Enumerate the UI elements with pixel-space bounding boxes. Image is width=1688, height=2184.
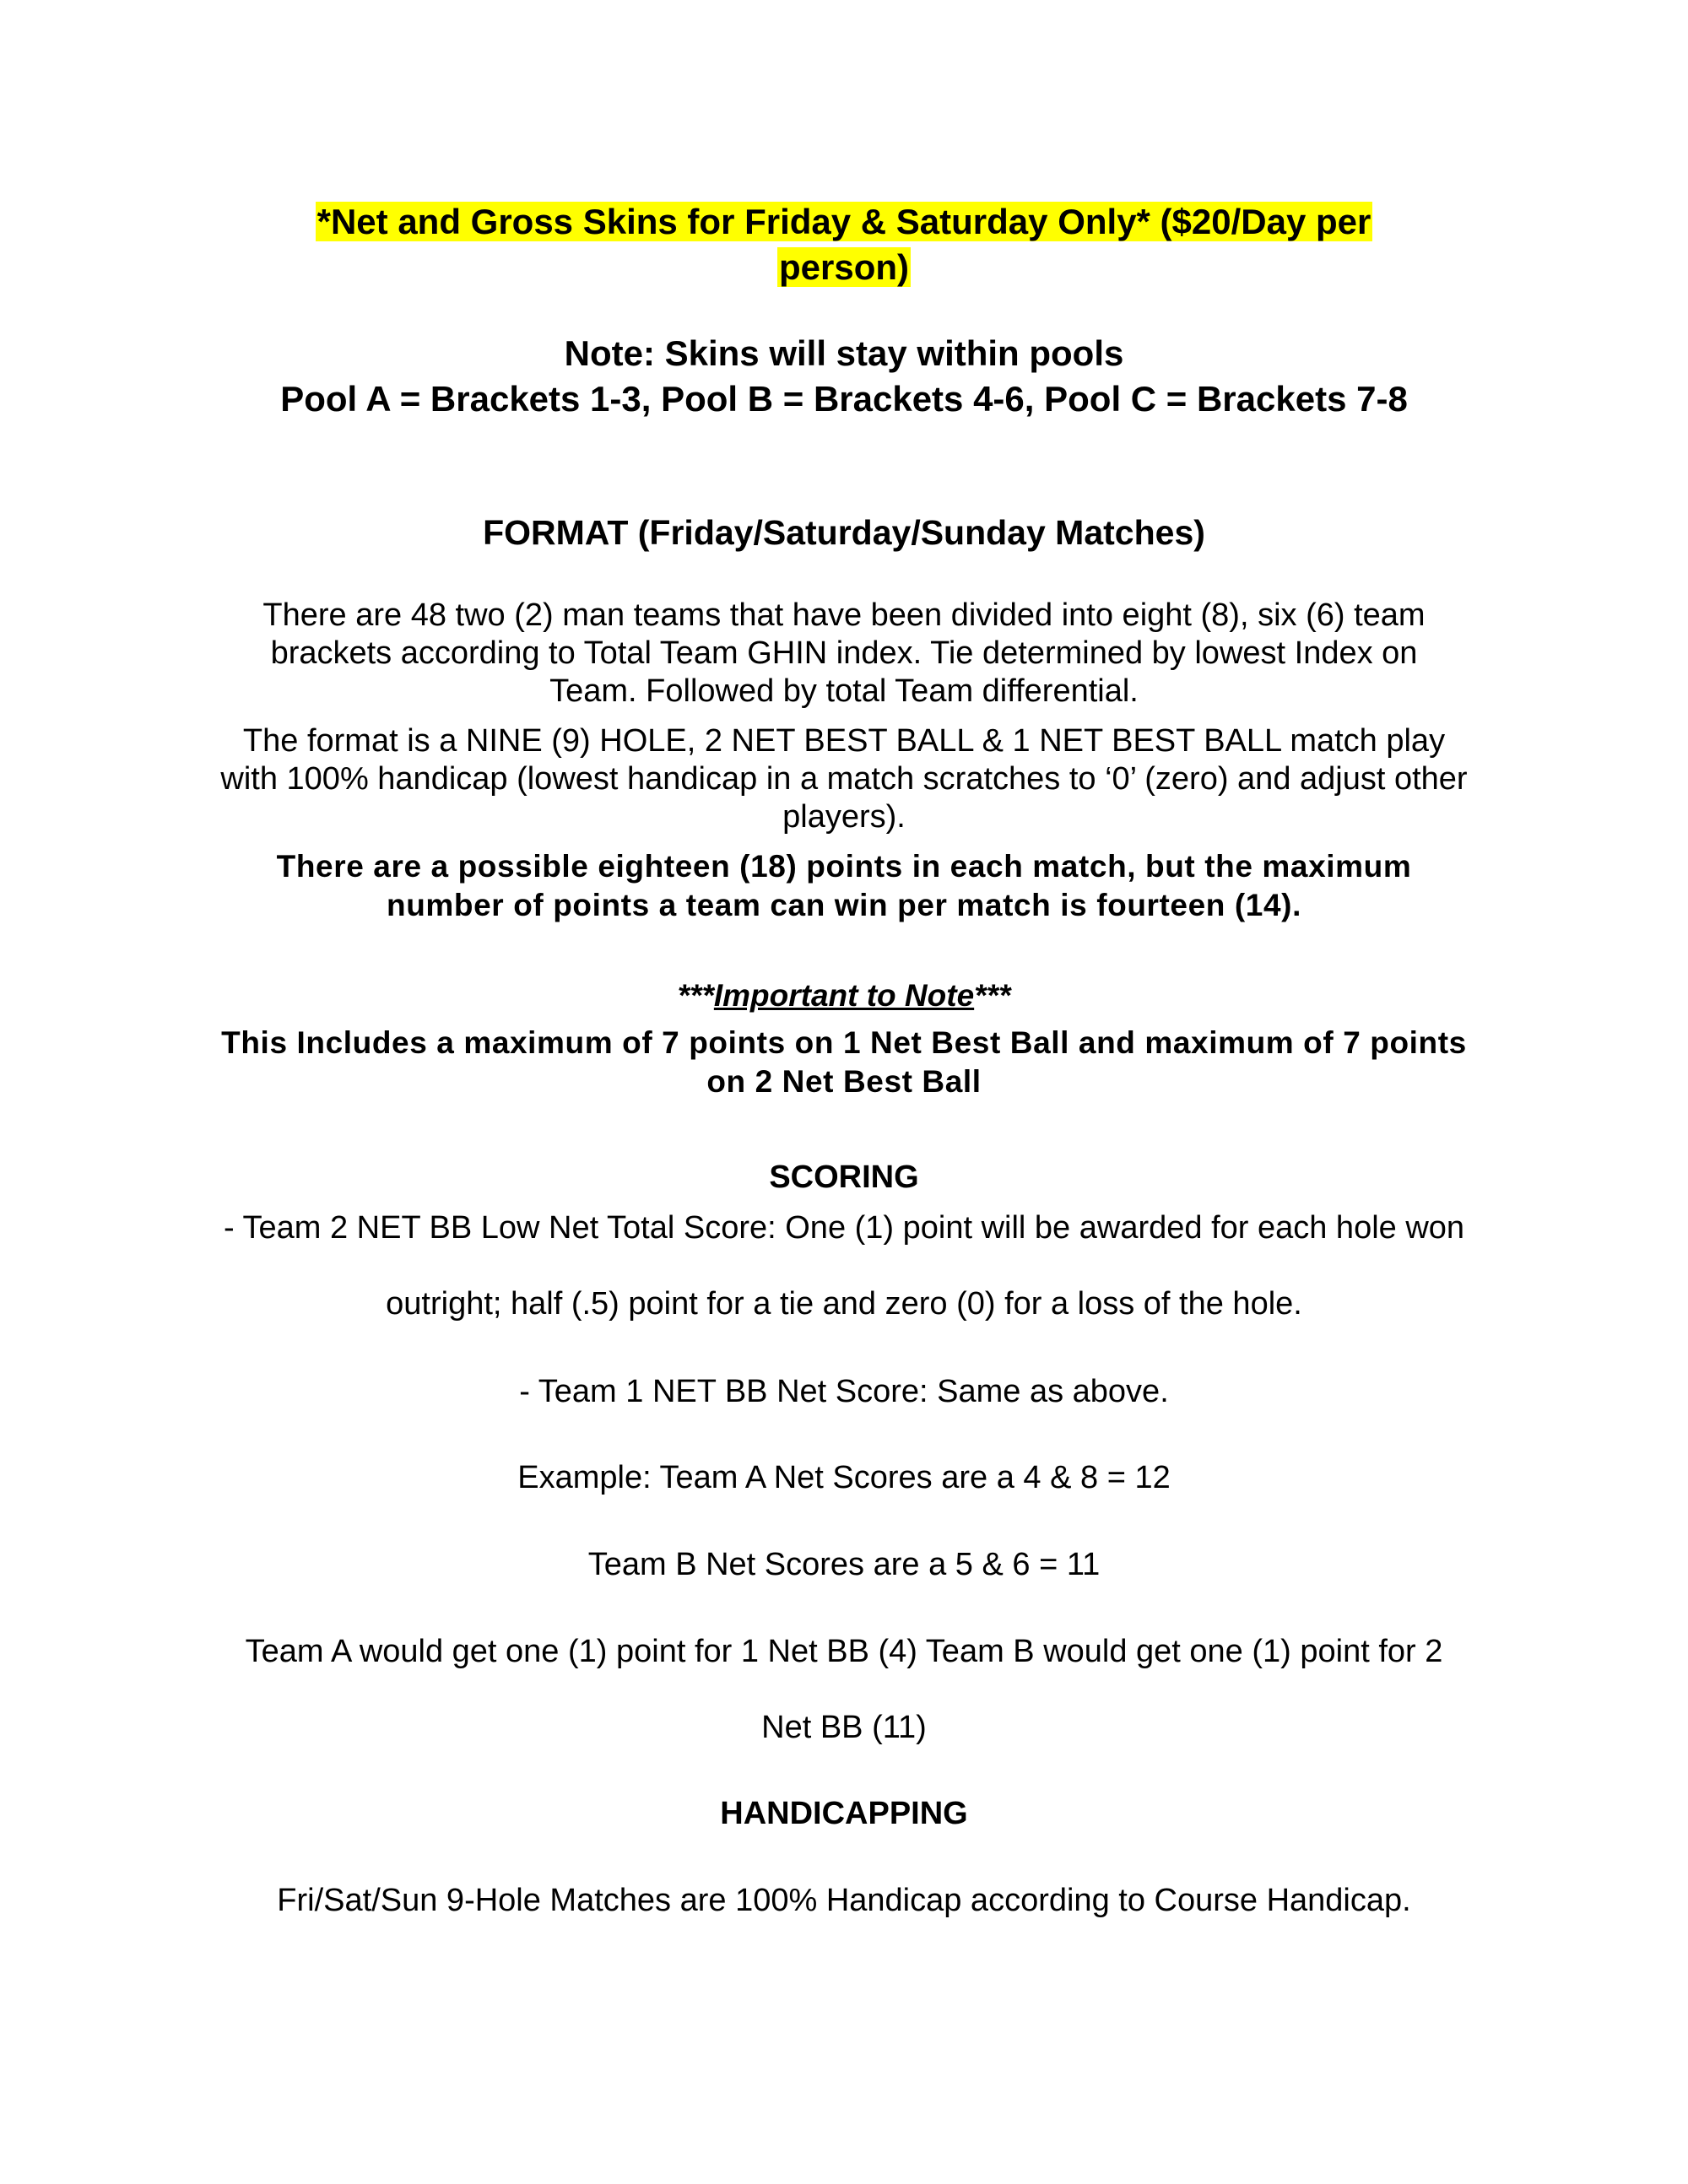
scoring-example-team-a: Example: Team A Net Scores are a 4 & 8 = 12 [517,1460,1171,1495]
format-para3-line-1: There are a possible eighteen (18) points in each match, but the maximum [276,849,1412,884]
format-para1-line-3: Team. Followed by total Team differential. [549,673,1139,709]
important-note-line-2: on 2 Net Best Ball [706,1064,982,1099]
important-note-suffix: *** [974,978,1011,1013]
handicapping-heading: HANDICAPPING [720,1796,968,1831]
important-note-label: Important to Note [713,978,975,1013]
scoring-line-1: - Team 2 NET BB Low Net Total Score: One (1) point will be awarded for each hole won [223,1210,1465,1246]
important-note-prefix: *** [677,978,714,1013]
important-note-heading [0,976,1688,1015]
format-para3-line-2: number of points a team can win per match is fourteen (14). [387,888,1301,922]
handicapping-text: Fri/Sat/Sun 9-Hole Matches are 100% Handicap according to Course Handicap. [277,1883,1411,1918]
skins-notice-highlight-1: *Net and Gross Skins for Friday & Saturday Only* ($20/Day per [316,202,1372,241]
scoring-example-result-line-1: Team A would get one (1) point for 1 Net BB (4) Team B would get one (1) point for 2 [245,1634,1443,1669]
skins-notice-line-1 [0,199,1688,245]
pools-brackets: Pool A = Brackets 1-3, Pool B = Brackets 4-6, Pool C = Brackets 7-8 [280,379,1408,419]
scoring-heading: SCORING [769,1160,919,1195]
skins-notice-line-2 [0,245,1688,290]
scoring-example-team-b: Team B Net Scores are a 5 & 6 = 11 [587,1547,1101,1582]
format-para2-line-2: with 100% handicap (lowest handicap in a match scratches to ‘0’ (zero) and adjust other [220,761,1468,797]
important-note-line-1: This Includes a maximum of 7 points on 1 Net Best Ball and maximum of 7 points [221,1025,1467,1060]
scoring-line-2: outright; half (.5) point for a tie and zero (0) for a loss of the hole. [386,1286,1302,1322]
scoring-example-result-line-2: Net BB (11) [761,1710,927,1745]
format-para2-line-1: The format is a NINE (9) HOLE, 2 NET BEST BALL & 1 NET BEST BALL match play [242,723,1446,759]
format-para1-line-1: There are 48 two (2) man teams that have been divided into eight (8), six (6) team [262,597,1426,633]
skins-notice-highlight-2: person) [778,247,909,287]
format-para1-line-2: brackets according to Total Team GHIN index. Tie determined by lowest Index on [270,635,1418,671]
scoring-line-3: - Team 1 NET BB Net Score: Same as above. [519,1374,1169,1409]
format-para2-line-3: players). [782,799,906,835]
format-heading: FORMAT (Friday/Saturday/Sunday Matches) [483,513,1205,552]
pools-note: Note: Skins will stay within pools [564,333,1124,373]
